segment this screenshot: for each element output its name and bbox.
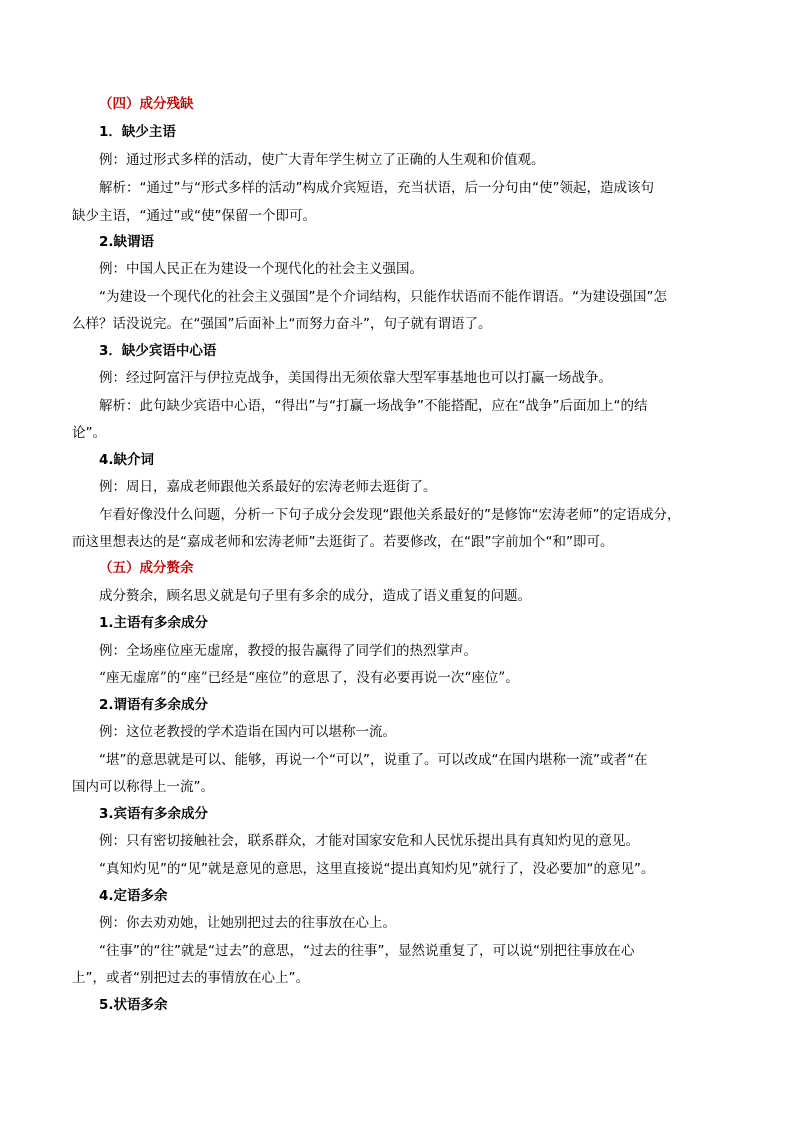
example-sentence: 例：全场座位座无虚席，教授的报告赢得了同学们的热烈掌声。 [99,643,477,659]
section-5-title: （五）成分赘余 [99,560,194,576]
analysis-text: 上”，或者“别把过去的事情放在心上”。 [72,970,309,986]
analysis-text: “为建设一个现代化的社会主义强国”是个介词结构，只能作状语而不能作谓语。“为建设强国”怎 [99,289,667,305]
example-sentence: 例：经过阿富汗与伊拉克战争，美国得出无须依靠大型军事基地也可以打赢一场战争。 [99,370,612,386]
item-heading: 3．缺少宾语中心语 [99,343,217,359]
analysis-text: “真知灼见”的“见”就是意见的意思，这里直接说“提出真知灼见”就行了，没必要加“的意见”。 [99,861,655,877]
analysis-text: “往事”的“往”就是“过去”的意思，“过去的往事”，显然说重复了，可以说“别把往事放在心 [99,943,635,959]
item-heading: 2.谓语有多余成分 [99,697,209,713]
item-heading: 3.宾语有多余成分 [99,806,209,822]
item-heading: 4.定语多余 [99,888,168,904]
example-sentence: 例：你去劝劝她，让她别把过去的往事放在心上。 [99,915,396,931]
section-4-title: （四）成分残缺 [99,96,194,112]
analysis-text: 国内可以称得上一流”。 [72,779,214,795]
example-sentence: 例：只有密切接触社会，联系群众，才能对国家安危和人民忧乐提出具有真知灼见的意见。 [99,833,639,849]
example-sentence: 例：这位老教授的学术造诣在国内可以堪称一流。 [99,724,396,740]
section-intro: 成分赘余，顾名思义就是句子里有多余的成分，造成了语义重复的问题。 [99,588,531,604]
item-heading: 1.主语有多余成分 [99,615,209,631]
example-sentence: 例：周日，嘉成老师跟他关系最好的宏涛老师去逛街了。 [99,479,437,495]
item-heading: 4.缺介词 [99,452,155,468]
analysis-text: 而这里想表达的是“嘉成老师和宏涛老师”去逛街了。若要修改，在“跟”字前加个“和”即可。 [72,534,614,550]
example-sentence: 例：通过形式多样的活动，使广大青年学生树立了正确的人生观和价值观。 [99,152,545,168]
analysis-text: 论”。 [72,425,106,441]
analysis-text: 么样？话没说完。在“强国”后面补上“而努力奋斗”，句子就有谓语了。 [72,316,492,332]
analysis-text: “堪”的意思就是可以、能够，再说一个“可以”，说重了。可以改成“在国内堪称一流”或者“在 [99,752,648,768]
analysis-text: 缺少主语，“通过”或“使”保留一个即可。 [72,208,316,224]
analysis-text: 解析：此句缺少宾语中心语，“得出”与“打赢一场战争”不能搭配，应在“战争”后面加上“的结 [99,398,648,414]
example-sentence: 例：中国人民正在为建设一个现代化的社会主义强国。 [99,261,423,277]
item-heading: 1．缺少主语 [99,124,176,140]
analysis-text: 解析：“通过”与“形式多样的活动”构成介宾短语，充当状语，后一分句由“使”领起，造成该句 [99,180,654,196]
item-heading: 2.缺谓语 [99,234,155,250]
analysis-text: 乍看好像没什么问题，分析一下句子成分会发现“跟他关系最好的”是修饰“宏涛老师”的定语成分， [99,507,681,523]
item-heading: 5.状语多余 [99,997,168,1013]
analysis-text: “座无虚席”的“座”已经是“座位”的意思了，没有必要再说一次“座位”。 [99,670,519,686]
